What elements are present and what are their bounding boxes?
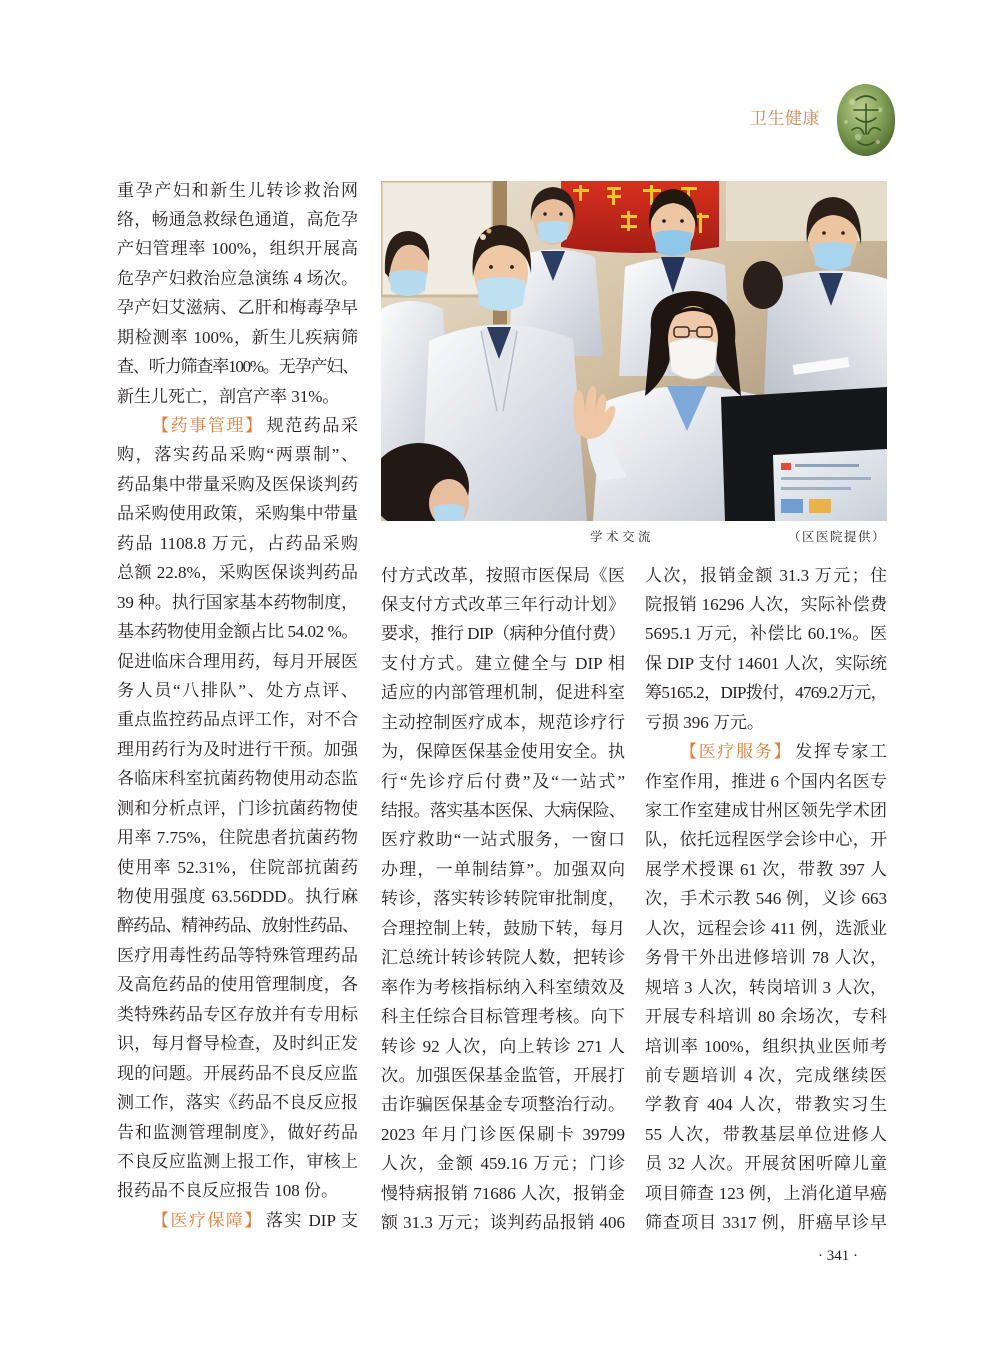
line-text: 次。加强医保基金监管，开展打 — [381, 1065, 625, 1085]
line-text: 筛查项目 3317 例，肝癌早诊早 — [645, 1213, 887, 1233]
line-text: 人次，金额 459.16 万元；门诊 — [381, 1154, 625, 1174]
text-line — [645, 678, 887, 707]
text-line — [117, 764, 358, 793]
text-line — [117, 588, 358, 617]
line-text: 规范药品采 — [266, 416, 359, 435]
line-text: 务骨干外出进修培训 78 人次， — [645, 948, 887, 968]
line-text: 药品集中带量采购及医保谈判药 — [117, 474, 358, 494]
line-text: 物使用强度 63.56DDD。执行麻 — [117, 887, 358, 906]
line-text: 培训率 100%，组织执业医师考 — [645, 1036, 887, 1056]
text-line — [117, 264, 358, 293]
page-number: · 341 · — [818, 1248, 858, 1264]
text-line — [117, 293, 358, 322]
text-line — [117, 617, 358, 646]
text-line — [645, 943, 887, 972]
text-line — [117, 1206, 358, 1235]
line-text: 识，每月督导检查，及时纠正发 — [117, 1034, 358, 1054]
line-text: 品采购使用政策，采购集中带量 — [117, 504, 358, 524]
text-line — [117, 1118, 358, 1147]
section-title: 卫生健康 — [750, 109, 820, 128]
line-text: 作室作用，推进 6 个国内名医专 — [645, 771, 887, 791]
line-text: 为，保障医保基金使用安全。执 — [381, 742, 625, 762]
text-line — [645, 1208, 887, 1237]
line-text: 总额 22.8%，采购医保谈判药品 — [117, 563, 358, 583]
text-line — [381, 678, 625, 707]
line-text: 各临床科室抗菌药物使用动态监 — [117, 769, 358, 789]
line-text: 络，畅通急救绿色通道，高危孕 — [117, 209, 358, 229]
line-text: 产妇管理率 100%，组织开展高 — [117, 239, 358, 259]
line-text: 转诊 92 人次，向上转诊 271 人 — [381, 1036, 625, 1056]
line-text: 类特殊药品专区存放并有专用标 — [117, 1004, 358, 1024]
line-text: 告和监测管理制度》，做好药品 — [117, 1122, 358, 1142]
text-line — [117, 1147, 358, 1176]
text-line — [117, 234, 358, 263]
line-text: 务人员“八排队”、处方点评、 — [117, 680, 358, 700]
line-text: 合理控制上转，鼓励下转，每月 — [381, 918, 625, 938]
line-text: 人次，远程会诊 411 例，选派业 — [645, 918, 887, 938]
line-text: 亏损 396 万元。 — [645, 712, 764, 732]
text-line — [381, 973, 625, 1002]
text-line — [645, 796, 887, 825]
photo-illustration — [381, 181, 887, 521]
text-line — [645, 1002, 887, 1031]
line-text: 孕产妇艾滋病、乙肝和梅毒孕早 — [117, 298, 358, 318]
text-line — [645, 561, 887, 590]
line-text: 期检测率 100%，新生儿疾病筛 — [117, 327, 358, 347]
line-text: 2023 年月门诊医保刷卡 39799 — [381, 1124, 625, 1144]
line-text: 办理，一单制结算”。加强双向 — [381, 859, 625, 879]
line-text: 率作为考核指标纳入科室绩效及 — [381, 977, 625, 997]
text-line — [645, 973, 887, 1002]
text-line — [381, 825, 625, 854]
text-line — [117, 676, 358, 705]
line-text: 理用药行为及时进行干预。加强 — [117, 739, 358, 759]
line-text: 院报销 16296 人次，实际补偿费 — [645, 594, 887, 614]
text-line — [381, 737, 625, 766]
text-line — [117, 205, 358, 234]
line-text: 发挥专家工 — [795, 742, 888, 762]
text-line — [117, 853, 358, 882]
text-line — [117, 440, 358, 469]
text-line — [381, 619, 625, 648]
line-text: 药品 1108.8 万元，占药品采购 — [117, 533, 358, 553]
text-line — [381, 1002, 625, 1031]
line-text: 人次，报销金额 31.3 万元；住 — [645, 565, 887, 585]
text-line — [117, 1176, 358, 1205]
text-line — [381, 1208, 625, 1237]
text-line — [645, 914, 887, 943]
text-line — [645, 855, 887, 884]
line-text: 落实 DIP 支 — [265, 1210, 358, 1230]
text-line — [381, 855, 625, 884]
line-text: 基本药物使用金额占比 54.02 %。 — [117, 622, 358, 642]
staff-member — [743, 261, 783, 309]
line-text: 5695.1 万元，补偿比 60.1%。医 — [645, 624, 887, 644]
line-text: 项目筛查 123 例，上消化道早癌 — [645, 1183, 887, 1203]
text-line — [117, 911, 358, 940]
text-line — [117, 411, 358, 440]
text-line — [117, 382, 358, 411]
text-line — [381, 590, 625, 619]
text-line — [117, 735, 358, 764]
text-line — [381, 1032, 625, 1061]
text-line — [645, 708, 887, 737]
text-line — [645, 1120, 887, 1149]
line-text: 结报。落实基本医保、大病保险、 — [381, 801, 625, 820]
text-line — [117, 647, 358, 676]
computer-monitor — [721, 387, 887, 521]
text-line — [645, 619, 887, 648]
text-line — [645, 1179, 887, 1208]
text-line — [645, 737, 887, 766]
text-line — [117, 558, 358, 587]
text-line — [117, 1088, 358, 1117]
line-text: 55 人次，带教基层单位进修人 — [645, 1124, 887, 1144]
text-line — [645, 649, 887, 678]
text-line — [645, 1149, 887, 1178]
line-text: 测和分析点评，门诊抗菌药物使 — [117, 798, 358, 818]
line-text: 不良反应监测上报工作，审核上 — [117, 1151, 358, 1171]
text-line — [117, 470, 358, 499]
text-line — [645, 1090, 887, 1119]
section-heading: 【医疗保障】 — [152, 1210, 263, 1230]
line-text: 及高危药品的使用管理制度，各 — [117, 975, 358, 995]
text-line — [645, 884, 887, 913]
text-line — [117, 705, 358, 734]
section-heading: 【药事管理】 — [152, 416, 264, 435]
line-text: 科主任综合目标管理考核。向下 — [381, 1007, 625, 1027]
text-line — [381, 914, 625, 943]
line-text: 汇总统计转诊转院人数，把转诊 — [381, 948, 625, 968]
line-text: 家工作室建成甘州区领先学术团 — [645, 801, 887, 820]
text-line — [381, 1179, 625, 1208]
line-text: 行“先诊疗后付费”及“一站式” — [381, 771, 625, 791]
text-line — [645, 825, 887, 854]
text-line — [117, 499, 358, 528]
text-line — [117, 794, 358, 823]
line-text: 医疗救助“一站式服务，一窗口 — [381, 830, 625, 850]
text-line — [117, 1059, 358, 1088]
text-line — [381, 561, 625, 590]
line-text: 医疗用毒性药品等特殊管理药品 — [117, 945, 358, 965]
line-text: 主动控制医疗成本，规范诊疗行 — [381, 712, 625, 732]
line-text: 报药品不良反应报告 108 份。 — [117, 1181, 338, 1201]
line-text: 慢特病报销 71686 人次，报销金 — [381, 1183, 625, 1203]
line-text: 现的问题。开展药品不良反应监 — [117, 1063, 358, 1083]
text-column-3 — [645, 561, 887, 1238]
line-text: 展学术授课 61 次，带教 397 人 — [645, 859, 887, 879]
line-text: 危孕产妇救治应急演练 4 场次。 — [117, 268, 358, 288]
line-text: 保支付方式改革三年行动计划》 — [381, 594, 625, 614]
text-column-2 — [381, 561, 625, 1238]
line-text: 员 32 人次。开展贫困听障儿童 — [645, 1154, 887, 1174]
text-line — [117, 323, 358, 352]
line-text: 规培 3 人次，转岗培训 3 人次， — [645, 977, 887, 997]
line-text: 购，落实药品采购“两票制”、 — [117, 445, 358, 465]
photo — [381, 181, 887, 521]
text-line — [381, 796, 625, 825]
text-line — [645, 767, 887, 796]
text-line — [381, 708, 625, 737]
line-text: 查、听力筛查率100%。无孕产妇、 — [117, 357, 358, 377]
text-line — [117, 941, 358, 970]
line-text: 用率 7.75%，住院患者抗菌药物 — [117, 828, 358, 848]
line-text: 39 种。执行国家基本药物制度， — [117, 592, 358, 612]
line-text: 队，依托远程医学会诊中心，开 — [645, 830, 887, 850]
text-line — [117, 970, 358, 999]
line-text: 学教育 404 人次，带教实习生 — [645, 1095, 887, 1115]
text-line — [117, 1000, 358, 1029]
line-text: 筹5165.2，DIP拨付，4769.2万元， — [645, 683, 887, 703]
text-line — [645, 1061, 887, 1090]
text-line — [117, 1029, 358, 1058]
line-text: 付方式改革，按照市医保局《医 — [381, 565, 625, 585]
text-line — [381, 943, 625, 972]
photo-credit: （区医院提供） — [788, 530, 887, 544]
photo-caption: 学术交流 — [590, 530, 655, 544]
text-line — [381, 1090, 625, 1119]
text-line — [381, 767, 625, 796]
line-text: 次，手术示教 546 例，义诊 663 — [645, 889, 887, 909]
section-heading: 【医疗服务】 — [680, 742, 793, 762]
line-text: 击诈骗医保基金专项整治行动。 — [381, 1095, 625, 1115]
text-column-1 — [117, 176, 358, 1236]
line-text: 使用率 52.31%，住院部抗菌药 — [117, 857, 358, 877]
line-text: 开展专科培训 80 余场次，专科 — [645, 1007, 887, 1027]
line-text: 保 DIP 支付 14601 人次，实际统 — [645, 653, 887, 673]
line-text: 重孕产妇和新生儿转诊救治网 — [117, 180, 358, 200]
text-line — [117, 352, 358, 381]
line-text: 转诊，落实转诊转院审批制度， — [381, 889, 625, 909]
text-line — [117, 529, 358, 558]
line-text: 测工作，落实《药品不良反应报 — [117, 1093, 358, 1113]
text-line — [381, 884, 625, 913]
text-line — [381, 1149, 625, 1178]
text-line — [381, 1061, 625, 1090]
line-text: 额 31.3 万元；谈判药品报销 406 — [381, 1213, 625, 1233]
line-text: 新生儿死亡，剖宫产率 31%。 — [117, 386, 340, 406]
text-line — [117, 823, 358, 852]
line-text: 适应的内部管理机制，促进科室 — [381, 683, 625, 703]
line-text: 支付方式。建立健全与 DIP 相 — [381, 653, 625, 673]
text-line — [381, 1120, 625, 1149]
line-text: 要求，推行 DIP（病种分值付费） — [381, 624, 625, 644]
text-line — [381, 649, 625, 678]
line-text: 醉药品、精神药品、放射性药品、 — [117, 916, 358, 936]
line-text: 重点监控药品点评工作，对不合 — [117, 710, 358, 730]
line-text: 促进临床合理用药，每月开展医 — [117, 651, 358, 671]
text-line — [645, 590, 887, 619]
jade-seal-icon — [834, 82, 898, 158]
text-line — [117, 176, 358, 205]
line-text: 前专题培训 4 次，完成继续医 — [645, 1065, 887, 1085]
text-line — [117, 882, 358, 911]
text-line — [645, 1032, 887, 1061]
